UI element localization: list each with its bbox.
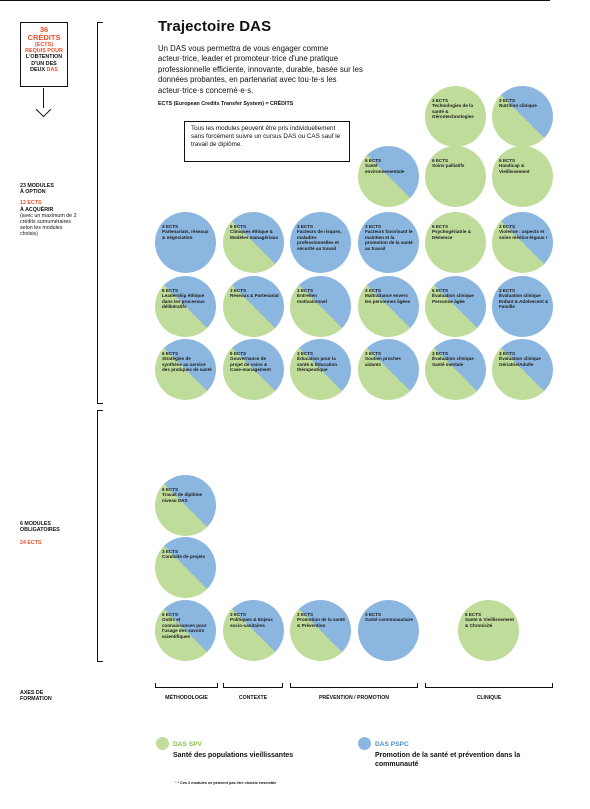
module-ects: 6 ECTS: [432, 158, 449, 163]
module-label: Maltraitance envers les personnes âgées: [365, 293, 411, 304]
axes-label: [20, 690, 52, 702]
module-ects: 3 ECTS: [499, 224, 516, 229]
credits-label: CRÉDITS: [27, 33, 61, 42]
module-ects: 3 ECTS: [230, 612, 247, 617]
mandatory-label: [20, 521, 80, 547]
credits-line1: REQUIS POUR: [25, 48, 63, 55]
module-label: Évaluation clinique Santé mentale: [432, 356, 474, 367]
module-label: Santé environnementale: [365, 163, 405, 174]
ects-definition: ECTS (European Credits Transfer System) = CRÉDITS: [158, 101, 294, 107]
mandatory-module-circle[interactable]: [155, 600, 216, 661]
axis-bracket-clinical: [425, 683, 553, 688]
option-brace: [97, 22, 103, 404]
option-acquire: À ACQUÉRIR: [20, 206, 54, 213]
module-label: Facteurs de risques, maladies professionnelles et sécurité au travail: [297, 229, 342, 251]
module-label: Promotion de la santé & Prévention: [297, 617, 345, 628]
credits-line4: DEUX: [30, 66, 46, 73]
option-ects: 12 ECTS: [20, 200, 42, 207]
module-circle[interactable]: [358, 146, 419, 207]
option-title2: À OPTION: [20, 189, 46, 196]
axis-label-methodology: MÉTHODOLOGIE: [165, 695, 208, 701]
module-circle[interactable]: [155, 276, 216, 337]
legend-pspc-dot: [358, 737, 371, 750]
module-ects: 3 ECTS: [499, 288, 516, 293]
section-divider: [0, 0, 550, 1]
module-ects: 6 ECTS: [162, 487, 179, 492]
module-circle[interactable]: [290, 339, 351, 400]
credits-ects: (ECTS): [35, 42, 53, 48]
axis-label-clinical: CLINIQUE: [476, 695, 502, 701]
module-label: Outils et connaissances pour l'usage des savoirs scientifiques: [162, 617, 207, 639]
module-label: Technologies de la santé & Gérontechnologies: [432, 103, 474, 120]
mandatory-module-circle[interactable]: [358, 600, 419, 661]
mandatory-brace: [97, 410, 103, 662]
module-circle[interactable]: [425, 276, 486, 337]
legend-spv-text: Santé des populations vieillissantes: [173, 752, 294, 759]
module-circle[interactable]: [358, 276, 419, 337]
module-circle[interactable]: [492, 86, 553, 147]
module-circle[interactable]: [425, 339, 486, 400]
module-label: Gouvernance de projet de soins & Case-management: [230, 356, 271, 373]
module-ects: 3 ECTS: [230, 288, 247, 293]
module-label: Soins palliatifs: [432, 163, 465, 169]
module-ects: 3 ECTS: [432, 351, 449, 356]
module-ects: 6 ECTS: [432, 288, 449, 293]
module-label: Facteurs favorisant le maintien et la promotion de la santé au travail: [365, 229, 413, 251]
mandatory-module-circle[interactable]: [223, 600, 284, 661]
module-circle[interactable]: [155, 212, 216, 273]
module-circle[interactable]: [492, 339, 553, 400]
module-label: Leadership éthique dans les processus délibératifs: [162, 293, 205, 310]
module-circle[interactable]: [425, 146, 486, 207]
module-circle[interactable]: [425, 212, 486, 273]
module-ects: 6 ECTS: [162, 288, 179, 293]
module-label: Conduite de projets: [162, 554, 206, 560]
axis-bracket-prevention: [290, 683, 418, 688]
module-label: Évaluation clinique Enfant & Adolescent & Famille: [499, 293, 549, 310]
module-label: Santé & Vieillissement & Chronicité: [465, 617, 514, 628]
footnote: * * Ces 2 modules ne peuvent pas être choisis ensemble: [175, 781, 277, 785]
module-label: Santé communautaire: [365, 617, 413, 623]
module-ects: 6 ECTS: [499, 158, 516, 163]
module-ects: 6 ECTS: [162, 612, 179, 617]
option-label: [20, 183, 80, 238]
module-ects: 3 ECTS: [365, 288, 382, 293]
module-ects: 3 ECTS: [297, 224, 314, 229]
legend-pspc-title: DAS PSPC: [375, 741, 409, 748]
module-circle[interactable]: [223, 212, 284, 273]
axes-title: AXES DE: [20, 690, 44, 696]
module-ects: 3 ECTS: [499, 98, 516, 103]
module-ects: 6 ECTS: [230, 224, 247, 229]
module-circle[interactable]: [492, 276, 553, 337]
module-ects: 3 ECTS: [499, 351, 516, 356]
intro-text: Un DAS vous permettra de vous engager comme acteur·trice, leader et promoteur·trice d'une pratique professionnelle efficiente, innovante, durable, basée sur les données probantes, en partenariat avec tou·te·s les acteur·trice·s concerné·e·s.: [158, 44, 363, 95]
option-title: 23 MODULES: [20, 183, 54, 189]
module-label: Nutrition clinique: [499, 103, 537, 109]
axis-label-prevention: PRÉVENTION / PROMOTION: [318, 695, 390, 701]
credits-box: [20, 22, 68, 87]
credits-line3: D'UN DES: [31, 60, 57, 67]
module-ects: 3 ECTS: [297, 351, 314, 356]
module-circle[interactable]: [155, 339, 216, 400]
module-label: Partenariats, réseaux & négociation: [162, 229, 209, 240]
module-label: Entretien motivationnel: [297, 293, 327, 304]
mandatory-module-circle[interactable]: [458, 600, 519, 661]
module-ects: 6 ECTS: [432, 224, 449, 229]
note-box: Tous les modules peuvent être pris individuellement sans forcément suivre un cursus DAS ou CAS sauf le travail de diplôme.: [184, 121, 350, 162]
module-circle[interactable]: [223, 339, 284, 400]
module-circle[interactable]: [290, 212, 351, 273]
module-label: Politiques & Enjeux socio-sanitaires: [230, 617, 273, 628]
down-arrow-icon: [36, 102, 52, 118]
module-label: Violence : aspects et soins médico-légaux !: [499, 229, 548, 240]
mandatory-module-circle[interactable]: [155, 475, 216, 536]
module-label: Cliniques éthique & Modèles managériaux: [230, 229, 278, 240]
module-ects: 3 ECTS: [365, 224, 382, 229]
module-circle[interactable]: [492, 212, 553, 273]
module-label: Évaluation clinique Personne âgée: [432, 293, 474, 304]
axis-label-context: CONTEXTE: [238, 695, 268, 701]
credits-das: DAS: [46, 66, 58, 73]
module-label: Psychogériatrie & Démence: [432, 229, 472, 240]
legend-spv-dot: [156, 737, 169, 750]
module-ects: 6 ECTS: [230, 351, 247, 356]
module-label: Stratégies de synthèse au service des pratiques de santé: [162, 356, 212, 373]
credits-number: 36: [39, 25, 49, 34]
mandatory-ects: 24 ECTS: [20, 540, 42, 547]
option-note: (avec un maximum de 2 crédits surnuméraires selon les modules choisis): [20, 212, 77, 238]
module-ects: 3 ECTS: [297, 612, 314, 617]
legend-pspc-text: Promotion de la santé et prévention dans la communauté: [375, 752, 521, 768]
module-ects: 3 ECTS: [365, 351, 382, 356]
module-ects: 3 ECTS: [365, 612, 382, 617]
module-ects: 3 ECTS: [162, 549, 179, 554]
module-circle[interactable]: [358, 212, 419, 273]
axis-bracket-context: [223, 683, 283, 688]
axis-bracket-methodology: [155, 683, 218, 688]
module-circle[interactable]: [492, 146, 553, 207]
module-label: Handicap & Vieillissement: [499, 163, 530, 174]
credits-line2: L'OBTENTION: [25, 54, 63, 61]
module-label: Évaluation clinique Gériatrie/Adulte: [499, 356, 541, 367]
module-ects: 3 ECTS: [162, 224, 179, 229]
module-ects: 6 ECTS: [365, 158, 382, 163]
module-circle[interactable]: [290, 276, 351, 337]
module-circle[interactable]: [425, 86, 486, 147]
module-ects: 3 ECTS: [297, 288, 314, 293]
module-ects: 6 ECTS: [162, 351, 179, 356]
mandatory-module-circle[interactable]: [155, 537, 216, 598]
page-title: Trajectoire DAS: [158, 18, 272, 35]
module-label: Réseaux & Partenariat: [230, 293, 279, 299]
module-ects: 3 ECTS: [432, 98, 449, 103]
legend-spv-title: DAS SPV: [173, 741, 202, 748]
module-label: Travail de diplôme niveau DAS: [162, 492, 203, 503]
footnote-text: * Ces 2 modules ne peuvent pas être choisis ensemble: [177, 781, 277, 785]
module-label: Éducation pour la santé & Éducation thérapeutique: [297, 356, 338, 373]
module-label: Soutien proches aidants: [365, 356, 401, 367]
mandatory-module-circle[interactable]: [290, 600, 351, 661]
mandatory-title: 6 MODULES: [20, 521, 51, 527]
mandatory-title2: OBLIGATOIRES: [20, 527, 60, 534]
module-ects: 6 ECTS: [465, 612, 482, 617]
module-circle[interactable]: [223, 276, 284, 337]
module-circle[interactable]: [358, 339, 419, 400]
axes-title2: FORMATION: [20, 696, 52, 703]
